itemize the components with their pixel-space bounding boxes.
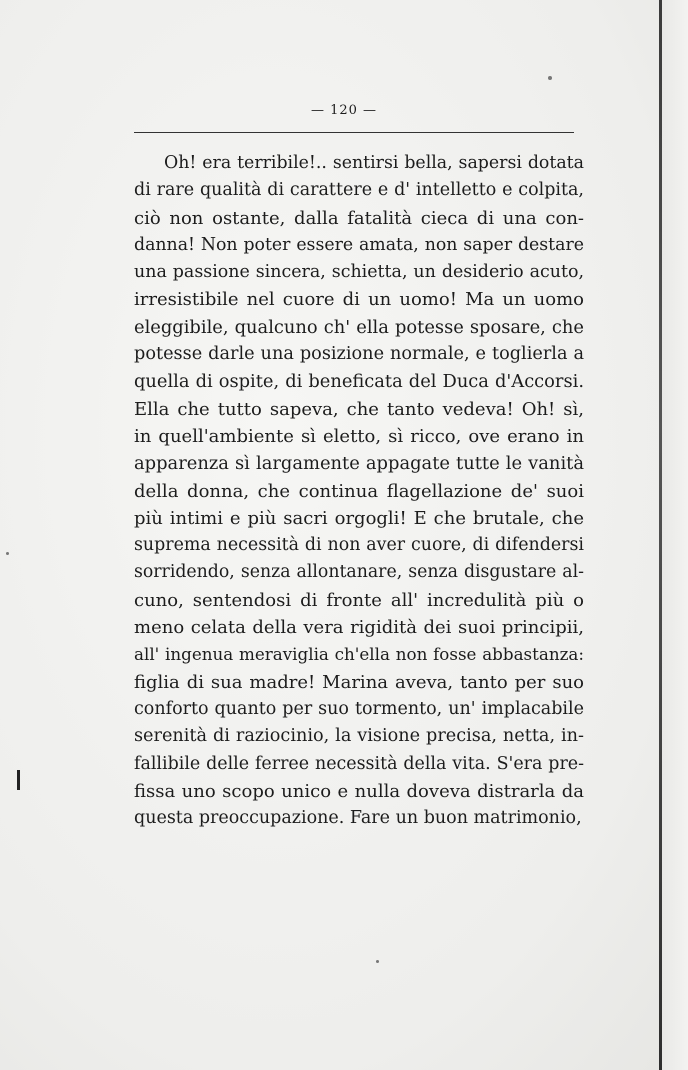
- text-line: eleggibile, qualcuno ch' ella potesse sposare, che: [134, 316, 584, 338]
- header-rule: [134, 132, 574, 133]
- page-edge-shadow: [662, 0, 688, 1070]
- text-line: danna! Non poter essere amata, non saper destare: [134, 234, 584, 255]
- text-line: della donna, che continua flagellazione de' suoi: [134, 480, 584, 502]
- text-line: ciò non ostante, dalla fatalità cieca di una con-: [134, 207, 584, 229]
- paper-speck: [548, 76, 552, 80]
- text-line: questa preoccupazione. Fare un buon matrimonio,: [134, 808, 582, 829]
- body-text: [134, 150, 584, 832]
- text-line: meno celata della vera rigidità dei suoi principii,: [134, 617, 584, 639]
- text-line: in quell'ambiente sì eletto, sì ricco, ove erano in: [134, 425, 584, 447]
- text-line: di rare qualità di carattere e d' intelletto e colpita,: [134, 180, 584, 201]
- text-line: irresistibile nel cuore di un uomo! Ma un uomo: [134, 289, 584, 311]
- text-line: apparenza sì largamente appagate tutte le vanità: [134, 453, 584, 475]
- text-line: Oh! era terribile!.. sentirsi bella, sapersi dotata: [164, 153, 584, 173]
- page-edge-line: [659, 0, 662, 1070]
- text-line: suprema necessità di non aver cuore, di difendersi: [134, 535, 584, 556]
- text-line: una passione sincera, schietta, un desiderio acuto,: [134, 262, 584, 283]
- text-line: conforto quanto per suo tormento, un' implacabile: [134, 698, 584, 719]
- text-line: serenità di raziocinio, la visione precisa, netta, in-: [134, 726, 584, 747]
- text-line: cuno, sentendosi di fronte all' incredulità più o: [134, 589, 584, 611]
- paper-speck: [6, 552, 9, 555]
- text-line: figlia di sua madre! Marina aveva, tanto per suo: [134, 671, 584, 693]
- text-line: più intimi e più sacri orgogli! E che brutale, che: [134, 507, 584, 529]
- margin-ink-mark: [17, 770, 20, 790]
- text-line: potesse darle una posizione normale, e toglierla a: [134, 344, 584, 365]
- text-line: fallibile delle ferree necessità della vita. S'era pre-: [134, 753, 584, 774]
- text-line: fissa uno scopo unico e nulla doveva distrarla da: [134, 780, 584, 802]
- text-line: Ella che tutto sapeva, che tanto vedeva! Oh! sì,: [134, 398, 584, 420]
- page-number: — 120 —: [310, 103, 378, 118]
- text-line: sorridendo, senza allontanare, senza disgustare al-: [134, 562, 584, 583]
- text-line: all' ingenua meraviglia ch'ella non fosse abbastanza:: [134, 644, 584, 665]
- text-line: quella di ospite, di beneficata del Duca d'Accorsi.: [134, 371, 584, 393]
- paper-speck: [376, 960, 379, 963]
